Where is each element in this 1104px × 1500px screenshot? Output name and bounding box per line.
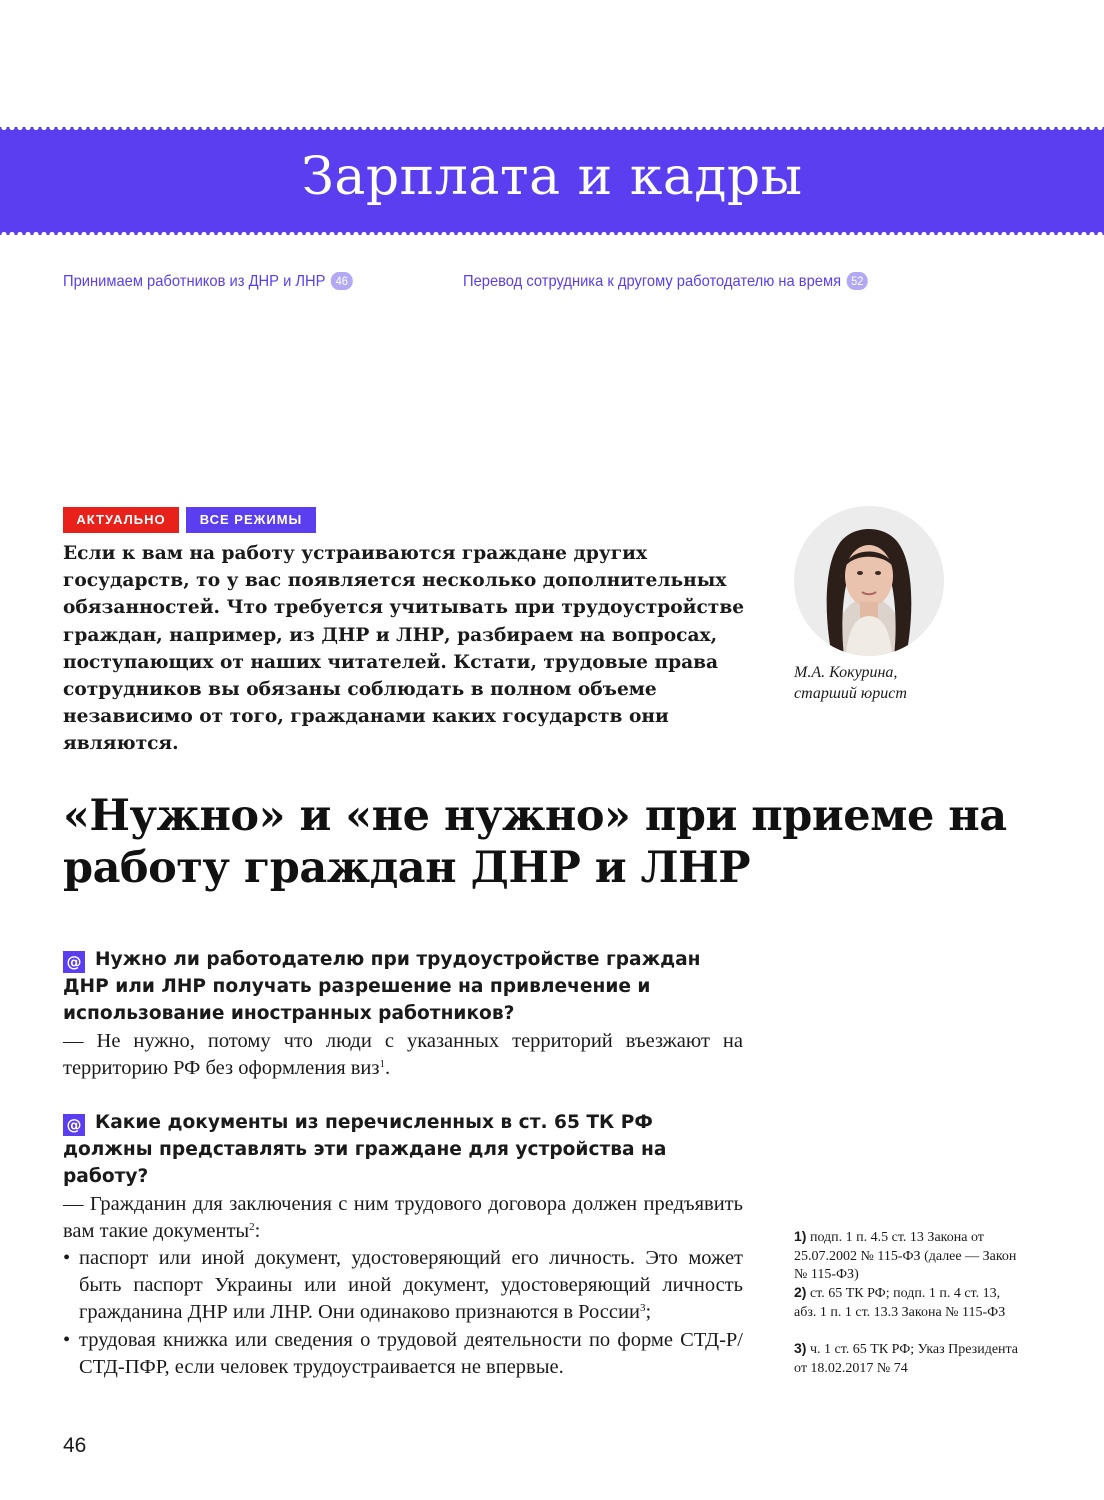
footnote-1 bbox=[794, 1227, 1024, 1285]
toc-page-badge: 52 bbox=[847, 272, 868, 290]
author-name: М.А. Кокурина, bbox=[794, 664, 898, 681]
footnote-3 bbox=[794, 1339, 1024, 1378]
article-headline: «Нужно» и «не нужно» при приеме на работу граждан ДНР и ЛНР bbox=[63, 791, 1007, 893]
footnote-2 bbox=[794, 1283, 1024, 1322]
question-1 bbox=[63, 946, 743, 1028]
qa-block-1 bbox=[63, 946, 743, 1082]
answer-tail: . bbox=[385, 1056, 391, 1079]
author-role: старший юрист bbox=[794, 685, 907, 702]
section-banner bbox=[0, 127, 1104, 235]
footnote-ref[interactable]: 1 bbox=[379, 1057, 385, 1070]
page-number: 46 bbox=[63, 1434, 87, 1457]
answer-text: — Не нужно, потому что люди с указанных территорий въезжают на территорию РФ без оформления виз bbox=[63, 1029, 743, 1079]
footnote-number: 1) bbox=[794, 1228, 807, 1244]
tag-all-regimes: ВСЕ РЕЖИМЫ bbox=[186, 507, 316, 533]
list-item-tail: ; bbox=[645, 1301, 652, 1324]
list-item-text: паспорт или иной документ, удостоверяющий его личность. Это может быть паспорт Украины или иной документ, удостоверяющий личность гражданина ДНР или ЛНР. Они одинаково признаются в России bbox=[79, 1247, 743, 1324]
toc-label: Перевод сотрудника к другому работодателю на время bbox=[463, 273, 842, 290]
list-item bbox=[63, 1245, 743, 1327]
question-text: Какие документы из перечисленных в ст. 65 ТК РФ должны представлять эти граждане для устройства на работу? bbox=[63, 1112, 667, 1188]
answer-text: — Гражданин для заключения с ним трудового договора должен предъявить вам такие документы bbox=[63, 1192, 743, 1242]
banner-scallop-bottom bbox=[0, 231, 1104, 238]
footnote-number: 2) bbox=[794, 1284, 807, 1300]
author-photo bbox=[794, 506, 944, 656]
toc-link-transfer[interactable] bbox=[463, 272, 868, 291]
banner-scallop-top bbox=[0, 124, 1104, 131]
toc-label: Принимаем работников из ДНР и ЛНР bbox=[63, 273, 326, 290]
question-2 bbox=[63, 1109, 743, 1191]
footnote-text: ч. 1 ст. 65 ТК РФ; Указ Президента от 18.02.2017 № 74 bbox=[794, 1342, 1019, 1376]
qa-block-2 bbox=[63, 1109, 743, 1381]
footnote-ref[interactable]: 3 bbox=[639, 1302, 646, 1315]
footnote-text: подп. 1 п. 4.5 ст. 13 Закона от 25.07.2002 № 115-ФЗ (далее — Закон № 115-ФЗ) bbox=[794, 1230, 1017, 1282]
author-caption bbox=[794, 662, 907, 704]
document-list bbox=[63, 1245, 743, 1381]
toc-link-dnr-lnr[interactable] bbox=[63, 272, 353, 291]
list-item bbox=[63, 1327, 743, 1381]
footnote-text: ст. 65 ТК РФ; подп. 1 п. 4 ст. 13, абз. 1 п. 1 ст. 13.3 Закона № 115-ФЗ bbox=[794, 1286, 1006, 1320]
section-title: Зарплата и кадры bbox=[301, 147, 803, 207]
footnote-ref[interactable]: 2 bbox=[249, 1220, 255, 1233]
answer-tail: : bbox=[254, 1219, 261, 1242]
question-text: Нужно ли работодателю при трудоустройстве граждан ДНР или ЛНР получать разрешение на привлечение и использование иностранных работников? bbox=[63, 949, 701, 1025]
list-item-text: трудовая книжка или сведения о трудовой деятельности по форме СТД-Р/СТД-ПФР, если человек трудоустраивается не впервые. bbox=[79, 1328, 743, 1378]
answer-1 bbox=[63, 1028, 743, 1082]
lead-paragraph: Если к вам на работу устраиваются граждане других государств, то у вас появляется несколько дополнительных обязанностей. Что требуется учитывать при трудоустройстве граждан, например, из ДНР и ЛНР, разбираем на вопросах, поступающих от наших читателей. Кстати, трудовые права сотрудников вы обязаны соблюдать в полном объеме независимо от того, гражданами каких государств они являются. bbox=[63, 543, 745, 755]
at-icon: @ bbox=[63, 1114, 85, 1136]
tag-actual: АКТУАЛЬНО bbox=[63, 507, 179, 533]
author-portrait-illustration bbox=[794, 506, 944, 656]
answer-2 bbox=[63, 1191, 743, 1245]
toc-page-badge: 46 bbox=[331, 272, 352, 290]
footnote-number: 3) bbox=[794, 1340, 807, 1356]
at-icon: @ bbox=[63, 951, 85, 973]
